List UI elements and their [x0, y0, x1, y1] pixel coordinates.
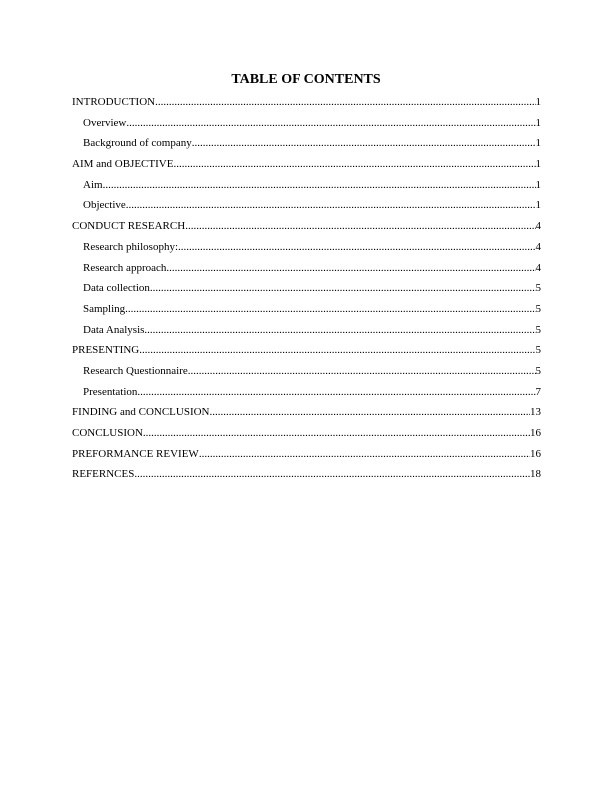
toc-dot-leader	[185, 219, 535, 233]
toc-entry-label: CONCLUSION	[72, 427, 143, 439]
toc-dot-leader	[150, 281, 536, 295]
toc-dot-leader	[166, 261, 535, 275]
toc-entry-label: PREFORMANCE REVIEW	[72, 447, 199, 460]
toc-entry-label: INTRODUCTION	[72, 96, 156, 108]
toc-entry[interactable]	[72, 219, 541, 240]
toc-entry-page-number: 5	[535, 344, 541, 357]
toc-entry-label: Research approach	[83, 261, 167, 274]
toc-entry[interactable]	[72, 261, 541, 282]
toc-dot-leader	[134, 467, 530, 481]
toc-entry-page-number: 7	[535, 385, 541, 398]
toc-entry[interactable]	[72, 281, 541, 302]
toc-entry[interactable]	[72, 95, 541, 116]
toc-entry-page-number: 4	[535, 220, 541, 233]
toc-entry[interactable]	[72, 343, 541, 364]
toc-dot-leader	[143, 426, 530, 440]
toc-dot-leader	[126, 198, 536, 212]
toc-entry-page-number: 5	[535, 323, 541, 336]
toc-entry-page-number: 1	[535, 199, 541, 212]
toc-entry-label: Objective	[83, 199, 126, 212]
toc-entry-page-number: 4	[535, 261, 541, 274]
toc-entry[interactable]	[72, 136, 541, 157]
toc-entry-page-number: 5	[535, 302, 541, 315]
toc-entry-page-number: 1	[535, 178, 541, 191]
toc-entry-label: Presentation	[83, 385, 138, 398]
toc-dot-leader	[125, 302, 535, 316]
toc-dot-leader	[199, 447, 530, 461]
toc-dot-leader	[103, 178, 536, 192]
toc-entry-label: PRESENTING	[72, 344, 140, 357]
toc-entry[interactable]	[72, 240, 541, 261]
toc-entry[interactable]	[72, 178, 541, 199]
toc-entry[interactable]	[72, 426, 541, 447]
toc-dot-leader	[139, 343, 535, 357]
toc-entry-page-number: 1	[535, 116, 541, 129]
toc-dot-leader	[126, 116, 535, 130]
toc-entry-page-number: 4	[535, 240, 541, 253]
toc-entry-page-number: 18	[530, 468, 541, 481]
toc-entry-page-number: 1	[535, 96, 541, 108]
toc-dot-leader	[178, 240, 535, 254]
toc-dot-leader	[137, 385, 535, 399]
toc-dot-leader	[188, 364, 536, 378]
toc-title: TABLE OF CONTENTS	[231, 72, 381, 87]
toc-entry-page-number: 16	[530, 427, 541, 439]
toc-entry[interactable]	[72, 302, 541, 323]
toc-entry-label: FINDING and CONCLUSION	[72, 406, 210, 419]
toc-entry[interactable]	[72, 405, 541, 426]
toc-entry-label: Data Analysis	[83, 323, 145, 336]
toc-entry-label: Overview	[83, 116, 127, 129]
toc-entry[interactable]	[72, 385, 541, 406]
toc-entry[interactable]	[72, 198, 541, 219]
toc-dot-leader	[155, 95, 535, 109]
toc-entry[interactable]	[72, 467, 541, 488]
toc-entry-label: Sampling	[83, 302, 126, 315]
toc-entry[interactable]	[72, 323, 541, 344]
toc-dot-leader	[192, 136, 536, 150]
toc-entry-label: Data collection	[83, 282, 150, 295]
toc-entry-label: Background of company	[83, 137, 192, 150]
toc-entry-label: Research Questionnaire	[83, 364, 188, 377]
toc-entry-label: AIM and OBJECTIVE	[72, 158, 174, 171]
toc-dot-leader	[210, 405, 531, 419]
toc-entry-page-number: 1	[535, 158, 541, 171]
toc-entry[interactable]	[72, 364, 541, 385]
toc-entry-label: Aim	[83, 178, 103, 191]
toc-entry-page-number: 5	[535, 364, 541, 377]
toc-entry-label: CONDUCT RESEARCH	[72, 220, 186, 233]
toc-list	[72, 95, 541, 488]
toc-dot-leader	[144, 323, 535, 337]
toc-entry-page-number: 13	[530, 406, 541, 419]
toc-entry-label: REFERNCES	[72, 468, 135, 481]
toc-entry[interactable]	[72, 157, 541, 178]
toc-entry[interactable]	[72, 447, 541, 468]
toc-dot-leader	[173, 157, 535, 171]
toc-entry-page-number: 1	[535, 137, 541, 150]
toc-entry-page-number: 5	[535, 282, 541, 295]
toc-entry-page-number: 16	[530, 447, 541, 460]
toc-entry[interactable]	[72, 116, 541, 137]
toc-entry-label: Research philosophy:	[83, 240, 179, 253]
